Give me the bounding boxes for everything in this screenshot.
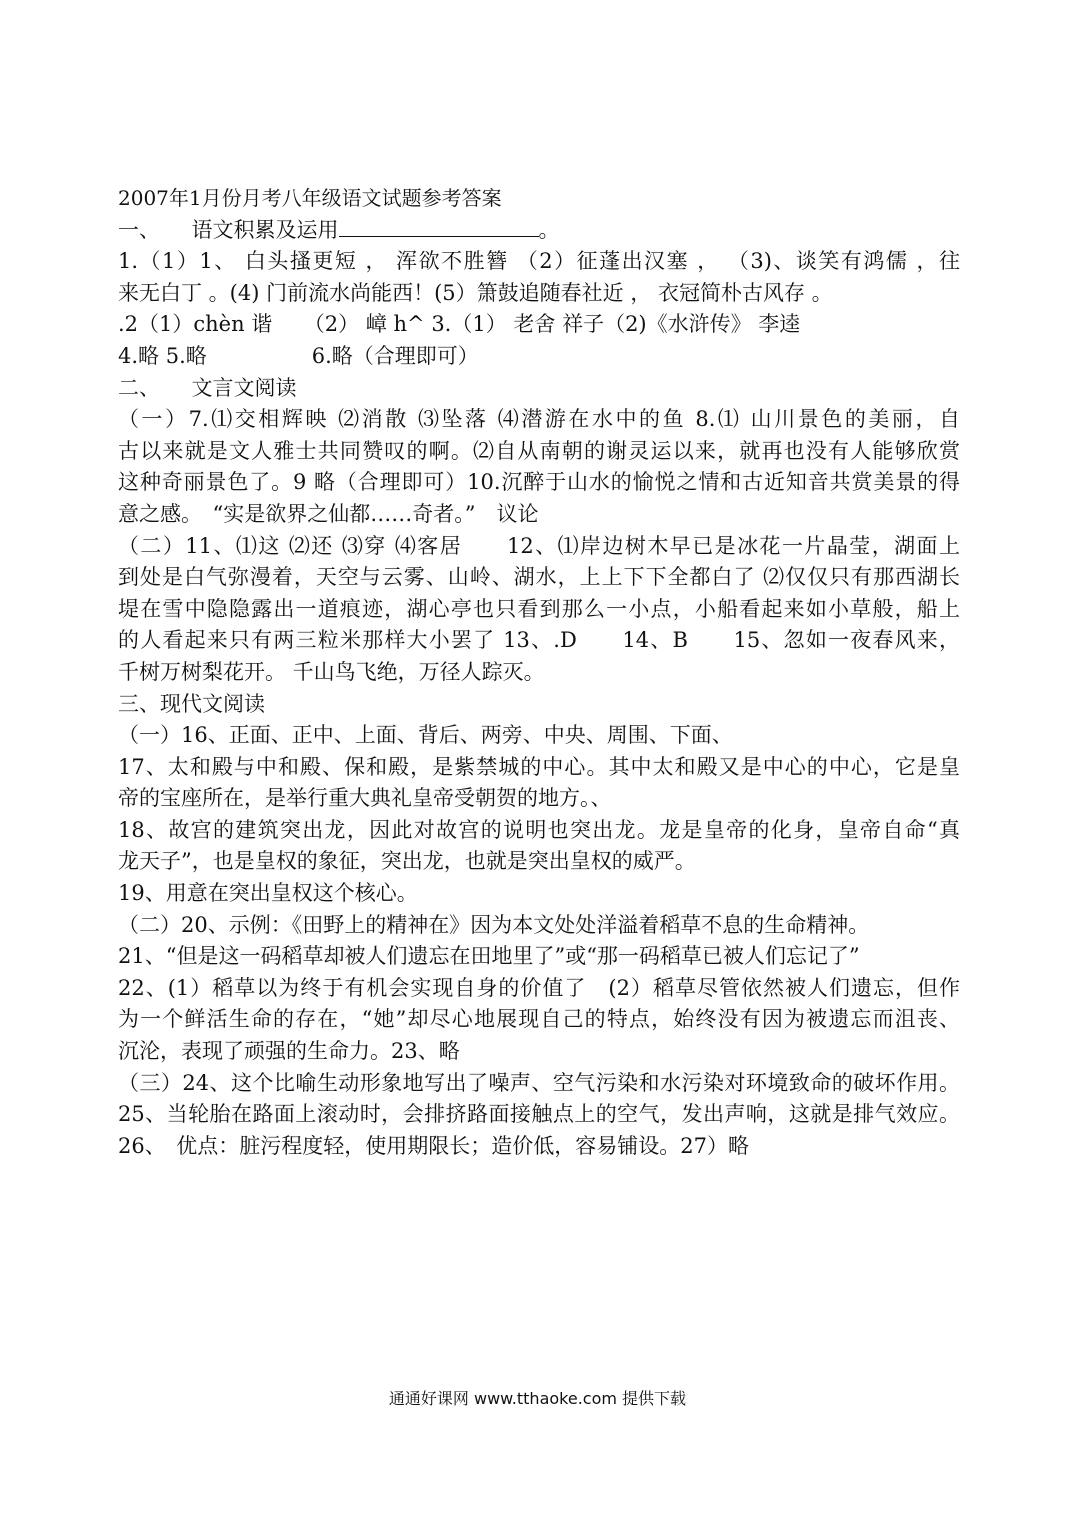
section-heading-2: 二、 文言文阅读 xyxy=(118,375,297,400)
fill-in-blank xyxy=(339,218,539,237)
section-heading-1 xyxy=(118,215,960,247)
document-title: 2007年1月份月考八年级语文试题参考答案 xyxy=(118,186,502,210)
answer-line: 18、故宫的建筑突出龙，因此对故宫的说明也突出龙。龙是皇帝的化身，皇帝自命“真 xyxy=(118,817,960,842)
answer-line: 沉沦，表现了顽强的生命力。23、略 xyxy=(118,1039,460,1064)
answer-line: 到处是白气弥漫着，天空与云雾、山岭、湖水，上上下下全都白了 ⑵仅仅只有那西湖长 xyxy=(118,565,960,590)
section-heading-3: 三、现代文阅读 xyxy=(118,691,265,716)
answer-line: 意之感。 “实是欲界之仙都……奇者。” 议论 xyxy=(118,501,539,526)
answer-line: 为一个鲜活生命的存在，“她”却尽心地展现自己的特点，始终没有因为被遗忘而沮丧、 xyxy=(118,1007,960,1032)
section-heading-end: 。 xyxy=(538,217,560,242)
answer-line: 1.（1）1、 白头搔更短 ， 浑欲不胜簪 （2）征蓬出汉塞 ， （3)、谈笑有鸿儒 ，往 xyxy=(118,249,960,274)
answer-line: 堤在雪中隐隐露出一道痕迹，湖心亭也只看到那么一小点，小船看起来如小草般，船上 xyxy=(118,596,960,621)
answer-line: （一）7.⑴交相辉映 ⑵消散 ⑶坠落 ⑷潜游在水中的鱼 8.⑴ 山川景色的美丽，自 xyxy=(118,407,960,432)
answer-line: 千树万树梨花开。 千山鸟飞绝，万径人踪灭。 xyxy=(118,659,545,684)
answer-line: 4.略 5.略 6.略（合理即可） xyxy=(118,343,479,368)
answer-line: 25、当轮胎在路面上滚动时，会排挤路面接触点上的空气，发出声响，这就是排气效应。 xyxy=(118,1102,960,1127)
answer-line: 17、太和殿与中和殿、保和殿，是紫禁城的中心。其中太和殿又是中心的中心，它是皇 xyxy=(118,754,960,779)
answer-line: （三）24、这个比喻生动形象地写出了噪声、空气污染和水污染对环境致命的破坏作用。 xyxy=(118,1070,960,1095)
answer-line: 古以来就是文人雅士共同赞叹的啊。⑵自从南朝的谢灵运以来，就再也没有人能够欣赏 xyxy=(118,438,960,463)
answer-line: （二）11、⑴这 ⑵还 ⑶穿 ⑷客居 12、⑴岸边树木早已是冰花一片晶莹，湖面上 xyxy=(118,533,960,558)
answer-line: 这种奇丽景色了。9 略（合理即可）10.沉醉于山水的愉悦之情和古近知音共赏美景的得 xyxy=(118,470,960,495)
answer-line: 22、(1）稻草以为终于有机会实现自身的价值了 (2）稻草尽管依然被人们遗忘，但作 xyxy=(118,975,960,1000)
answer-line: 帝的宝座所在，是举行重大典礼皇帝受朝贺的地方。、 xyxy=(118,786,612,811)
answer-line: 21、“但是这一码稻草却被人们遗忘在田地里了”或“那一码稻草已被人们忘记了” xyxy=(118,944,860,969)
answer-line: 19、用意在突出皇权这个核心。 xyxy=(118,881,418,906)
answer-document xyxy=(118,183,960,1162)
answer-line: .2（1）chèn 谐 （2） 嶂 h^ 3.（1） 老舍 祥子（2)《水浒传》 李逵 xyxy=(118,312,801,337)
answer-line: 来无白丁 。(4) 门前流水尚能西！(5）箫鼓追随春社近 ， 衣冠简朴古风存 。 xyxy=(118,280,833,305)
section-heading-text: 一、 语文积累及运用 xyxy=(118,217,339,242)
answer-line: 的人看起来只有两三粒米那样大小罢了 13、.D 14、B 15、忽如一夜春风来， xyxy=(118,628,960,653)
answer-line: 26、 优点：脏污程度轻，使用期限长；造价低，容易铺设。27）略 xyxy=(118,1133,749,1158)
page-footer: 通通好课网 www.tthaoke.com 提供下载 xyxy=(388,1389,687,1408)
answer-line: 龙天子”，也是皇权的象征，突出龙，也就是突出皇权的威严。 xyxy=(118,849,696,874)
answer-line: （二）20、示例：《田野上的精神在》因为本文处处洋溢着稻草不息的生命精神。 xyxy=(118,912,870,937)
answer-line: （一）16、正面、正中、上面、背后、两旁、中央、周围、下面、 xyxy=(118,723,733,748)
